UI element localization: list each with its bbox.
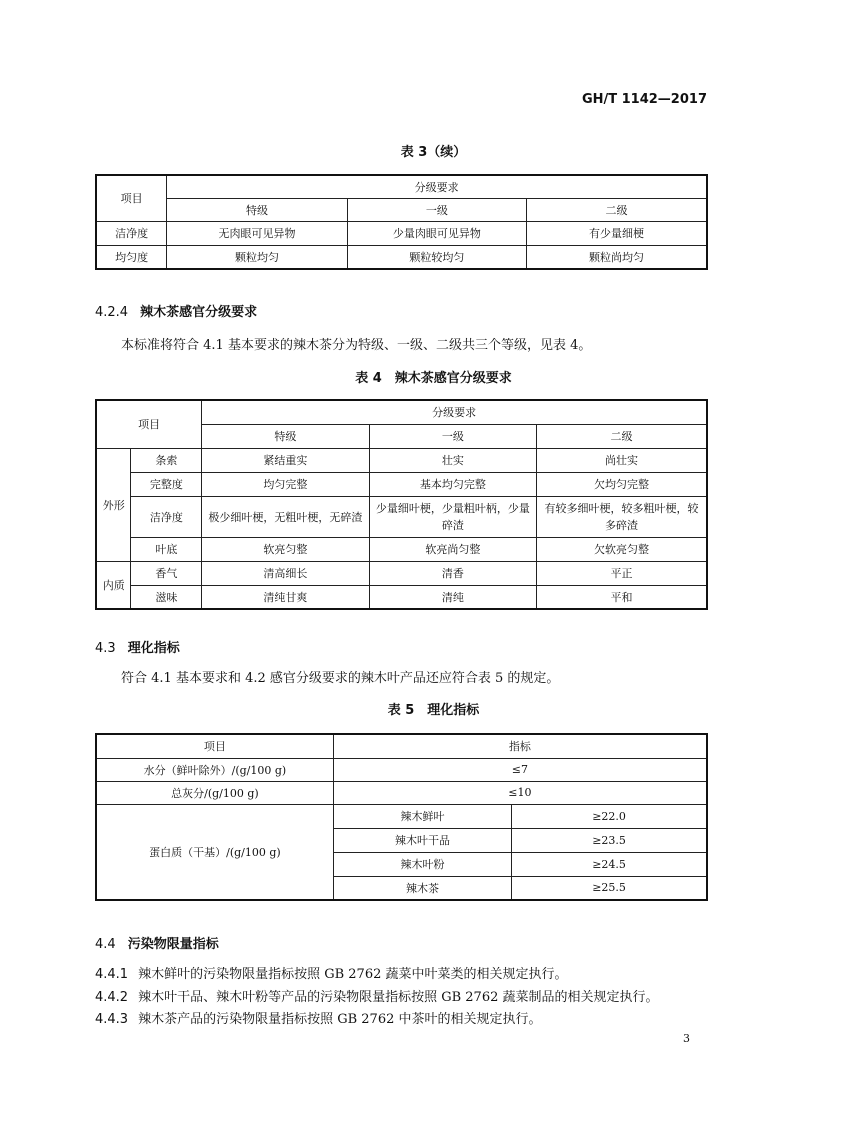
cell: 颗粒均匀 <box>167 245 347 269</box>
sub-label: 辣木茶 <box>333 876 511 900</box>
table-row <box>96 472 707 496</box>
cell: 尚壮实 <box>537 448 707 472</box>
table4-grade: 二级 <box>537 424 707 448</box>
table-row <box>96 561 707 585</box>
cell: 极少细叶梗，无粗叶梗，无碎渣 <box>202 496 369 537</box>
clause-item <box>95 986 659 1005</box>
section-heading <box>95 637 180 656</box>
section-number: 4.2.4 <box>95 305 129 320</box>
table-row <box>96 804 707 828</box>
table3-caption: 表 3（续） <box>400 145 467 160</box>
table4-grade: 特级 <box>202 424 369 448</box>
table4-grade: 一级 <box>369 424 536 448</box>
table4-header-group: 分级要求 <box>202 400 707 424</box>
cell: ≤7 <box>333 758 707 781</box>
row-label: 叶底 <box>131 537 202 561</box>
table4-header-item: 项目 <box>96 400 202 448</box>
table-row <box>96 245 707 269</box>
section-heading <box>95 933 219 952</box>
table5-header-item: 项目 <box>96 734 333 758</box>
table-row <box>96 496 707 537</box>
cell: 有较多细叶梗，较多粗叶梗，较多碎渣 <box>537 496 707 537</box>
cell: ≥25.5 <box>512 876 707 900</box>
cell: 清香 <box>369 561 536 585</box>
cell: 基本均匀完整 <box>369 472 536 496</box>
clause-text: 辣木鲜叶的污染物限量指标按照 GB 2762 蔬菜中叶菜类的相关规定执行。 <box>138 967 568 982</box>
table3 <box>95 174 708 270</box>
clause-number: 4.4.1 <box>95 967 129 982</box>
cell: 壮实 <box>369 448 536 472</box>
cell: 平正 <box>537 561 707 585</box>
clause-item <box>95 1008 542 1027</box>
table5-caption: 表 5 理化指标 <box>387 703 480 718</box>
table3-header-group: 分级要求 <box>167 175 707 198</box>
sub-label: 辣木叶干品 <box>333 828 511 852</box>
cell: 清纯 <box>369 585 536 609</box>
sub-label: 辣木鲜叶 <box>333 804 511 828</box>
cell: 清高细长 <box>202 561 369 585</box>
table-row <box>96 448 707 472</box>
group-label: 外形 <box>96 448 131 561</box>
row-label: 均匀度 <box>96 245 167 269</box>
row-label: 条索 <box>131 448 202 472</box>
table3-grade: 一级 <box>347 198 526 221</box>
cell: 少量细叶梗，少量粗叶柄，少量碎渣 <box>369 496 536 537</box>
row-label: 完整度 <box>131 472 202 496</box>
cell: ≥24.5 <box>512 852 707 876</box>
table-row <box>96 781 707 804</box>
cell: 软亮尚匀整 <box>369 537 536 561</box>
cell: 平和 <box>537 585 707 609</box>
group-label: 内质 <box>96 561 131 609</box>
cell: 颗粒尚均匀 <box>527 245 707 269</box>
cell: 少量肉眼可见异物 <box>347 221 526 245</box>
cell: 欠均匀完整 <box>537 472 707 496</box>
cell: 清纯甘爽 <box>202 585 369 609</box>
table-row <box>96 585 707 609</box>
cell: 紧结重实 <box>202 448 369 472</box>
cell: ≥23.5 <box>512 828 707 852</box>
section-number: 4.4 <box>95 937 116 952</box>
row-label: 洁净度 <box>131 496 202 537</box>
clause-number: 4.4.3 <box>95 1012 129 1027</box>
table3-grade: 特级 <box>167 198 347 221</box>
paragraph: 符合 4.1 基本要求和 4.2 感官分级要求的辣木叶产品还应符合表 5 的规定。 <box>121 671 560 686</box>
table-row <box>96 758 707 781</box>
clause-text: 辣木茶产品的污染物限量指标按照 GB 2762 中茶叶的相关规定执行。 <box>138 1012 542 1027</box>
cell: ≤10 <box>333 781 707 804</box>
row-label: 总灰分/(g/100 g) <box>96 781 333 804</box>
table-row <box>96 537 707 561</box>
row-label: 滋味 <box>131 585 202 609</box>
table3-grade: 二级 <box>527 198 707 221</box>
section-number: 4.3 <box>95 641 116 656</box>
row-label: 蛋白质（干基）/(g/100 g) <box>96 804 333 900</box>
cell: 颗粒较均匀 <box>347 245 526 269</box>
table-row <box>96 221 707 245</box>
row-label: 香气 <box>131 561 202 585</box>
cell: 均匀完整 <box>202 472 369 496</box>
sub-label: 辣木叶粉 <box>333 852 511 876</box>
table5-header-index: 指标 <box>333 734 707 758</box>
cell: ≥22.0 <box>512 804 707 828</box>
table3-header-item: 项目 <box>96 175 167 221</box>
cell: 有少量细梗 <box>527 221 707 245</box>
paragraph: 本标准将符合 4.1 基本要求的辣木茶分为特级、一级、二级共三个等级，见表 4。 <box>121 338 592 353</box>
cell: 欠软亮匀整 <box>537 537 707 561</box>
cell: 无肉眼可见异物 <box>167 221 347 245</box>
standard-code: GH/T 1142—2017 <box>581 92 707 107</box>
page-number: 3 <box>683 1032 690 1045</box>
clause-item <box>95 963 568 982</box>
table5 <box>95 733 708 901</box>
section-title: 辣木茶感官分级要求 <box>140 305 258 320</box>
table4-caption: 表 4 辣木茶感官分级要求 <box>355 371 512 386</box>
row-label: 水分（鲜叶除外）/(g/100 g) <box>96 758 333 781</box>
clause-text: 辣木叶干品、辣木叶粉等产品的污染物限量指标按照 GB 2762 蔬菜制品的相关规定执行。 <box>138 990 659 1005</box>
row-label: 洁净度 <box>96 221 167 245</box>
table4 <box>95 399 708 610</box>
section-title: 理化指标 <box>127 641 180 656</box>
cell: 软亮匀整 <box>202 537 369 561</box>
section-heading <box>95 301 257 320</box>
clause-number: 4.4.2 <box>95 990 129 1005</box>
section-title: 污染物限量指标 <box>127 937 219 952</box>
